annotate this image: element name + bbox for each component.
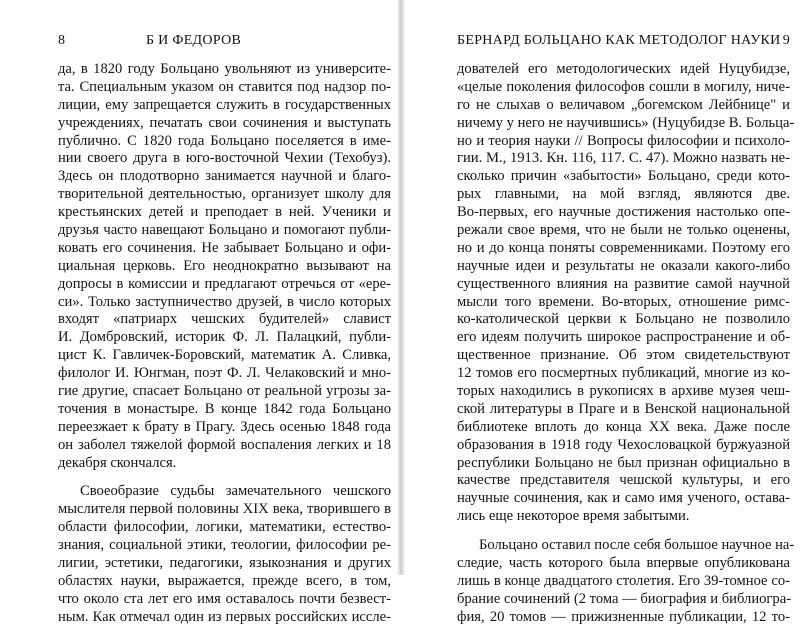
text-line: 12 томов его посмертных публикаций, многие из ко-	[457, 365, 790, 382]
text-line: научные идеи и результаты не оказали какого-либо	[457, 257, 790, 274]
text-line: он заболел тяжелой формой воспаления легких и 18	[58, 436, 391, 453]
text-line: щественное признание. Об этом свидетельствуют	[457, 347, 790, 364]
text-line: си». Только заступничество друзей, в число которых	[58, 293, 391, 310]
text-line: режали свое время, что не были не только оценены,	[457, 222, 790, 239]
text-line: но и теория науки // Вопросы философии и психоло-	[457, 132, 790, 149]
text-line: его идеям получить широкое распространение и об-	[457, 329, 790, 346]
text-line: циальная церковь. Его неоднократно вызывают на	[58, 257, 391, 274]
text-line: Во-первых, его научные достижения настолько опе-	[457, 204, 790, 221]
text-line: что около ста лет его имя оставалось почти безвест-	[58, 590, 391, 607]
text-line: гии. М., 1913. Кн. 116, 117. С. 47). Можно назвать не-	[457, 150, 790, 167]
text-line: образования в 1918 году Чехословацкой буржуазной	[457, 436, 790, 453]
text-line: дователей его методологических идей Нуцубидзе,	[457, 61, 790, 77]
text-line: Больцано оставил после себя большое научное на-	[479, 537, 795, 554]
running-head: Б И ФЕДОРОВ	[146, 33, 242, 48]
text-line: «целые поколения философов сошли в могилу, ниче-	[457, 78, 790, 95]
text-line: республики Больцано не был признан официально в	[457, 454, 790, 471]
text-line: го не слыхав о величавом „богемском Лейбнице" и	[457, 96, 790, 113]
text-line: рых главными, на мой взгляд, являются две.	[457, 186, 790, 203]
left-page	[58, 0, 391, 625]
text-line: но и до конца поняты современниками. Поэтому его	[457, 239, 790, 256]
right-page	[457, 0, 795, 625]
text-line: учреждениях, печатать свои сочинения и выступать	[58, 114, 391, 131]
text-line: торых находились в рукописях в архиве музея чеш-	[457, 383, 790, 400]
right-page-header	[457, 33, 790, 53]
text-line: лиции, ему запрещается служить в государственных	[58, 96, 391, 113]
text-line: публично. С 1820 года Больцано поселяется в име-	[58, 132, 391, 149]
paragraph	[457, 537, 795, 626]
right-page-text	[457, 61, 795, 627]
text-line: цист К. Гавличек-Боровский, математик А. Сливка,	[58, 347, 391, 364]
text-line: И. Домбровский, историк Ф. Л. Палацкий, публи-	[58, 329, 391, 346]
left-page-text	[58, 61, 391, 627]
text-line: точения в монастыре. В конце 1842 года Больцано	[58, 400, 391, 417]
text-line: научные сочинения, как и само имя ученого, остава-	[457, 490, 790, 507]
text-line: друзья часто навещают Больцано и помогают публи-	[58, 222, 391, 239]
text-line: брание сочинений (2 тома — биография и библиогра-	[457, 590, 792, 607]
text-line: Своеобразие судьбы замечательного чешского	[80, 483, 391, 500]
text-line: ным. Как отмечал один из первых российских иссле-	[58, 608, 391, 625]
text-line: ковать его сочинения. Не забывает Больцано и офи-	[58, 239, 391, 256]
text-line: ской литературы в Праге и в Венской национальной	[457, 400, 790, 417]
page-number: 9	[782, 33, 790, 48]
text-line: следие, часть которого была впервые опубликована	[457, 555, 790, 572]
text-line: знания, социальной этики, теологии, философии ре-	[58, 537, 391, 554]
text-line: Здесь он плодотворно занимается научной и благо-	[58, 168, 391, 185]
text-line: лигии, эстетики, педагогики, языкознания и других	[58, 555, 391, 572]
page-number: 8	[58, 33, 66, 48]
paragraph	[58, 483, 391, 626]
text-line: декабря скончался.	[58, 454, 177, 471]
paragraph-gap	[457, 526, 790, 537]
text-line: допросы в комиссии и предлагают отречься от «ере-	[58, 275, 391, 292]
paragraph-gap	[58, 472, 391, 483]
text-line: та. Специальным указом он ставится под надзор по-	[58, 78, 391, 95]
text-line: лись еще некоторое время забытыми.	[457, 508, 690, 525]
text-line: фия, 20 томов — прижизненные публикации, 12 то-	[457, 608, 790, 625]
paragraph	[58, 61, 391, 472]
text-line: творительной деятельностью, организует школу для	[58, 186, 391, 203]
text-line: ко-католической церкви к Больцано не позволило	[457, 311, 790, 328]
text-line: нии своего друга в юго-восточной Чехии (Техобуз).	[58, 150, 391, 167]
text-line: входят «патриарх чешских будителей» славист	[58, 311, 391, 328]
text-line: библиотеке вплоть до конца XX века. Даже после	[457, 418, 790, 435]
left-page-header	[58, 33, 391, 53]
text-line: мысли того времени. Во-вторых, отношение римс-	[457, 293, 790, 310]
running-head: БЕРНАРД БОЛЬЦАНО КАК МЕТОДОЛОГ НАУКИ	[457, 33, 781, 48]
text-line: сколько причин «забытости» Больцано, среди кото-	[457, 168, 790, 185]
text-line: существенного влияния на развитие самой научной	[457, 275, 790, 292]
text-line: крестьянских детей и преподает в ней. Ученики и	[58, 204, 391, 221]
text-line: гие другие, спасает Больцано от реальной угрозы за-	[58, 383, 391, 400]
text-line: филолог И. Юнгман, поэт Ф. Л. Челаковский и мно-	[58, 365, 391, 382]
paragraph	[457, 61, 795, 526]
book-gutter	[398, 0, 404, 575]
text-line: областях науки, выражается, прежде всего, в том,	[58, 572, 391, 589]
text-line: да, в 1820 году Больцано увольняют из университе-	[58, 61, 391, 77]
text-line: лишь в конце двадцатого столетия. Его 39-томное со-	[457, 572, 790, 589]
text-line: области философии, логики, математики, естество-	[58, 519, 391, 536]
text-line: ничему у него не научившись» (Нуцубидзе В. Больца-	[457, 114, 795, 131]
text-line: мыслителя первой половины XIX века, творившего в	[58, 501, 391, 518]
text-line: переезжает к брату в Прагу. Здесь осенью 1848 года	[58, 418, 391, 435]
text-line: качестве представителя чешской культуры, и его	[457, 472, 790, 489]
